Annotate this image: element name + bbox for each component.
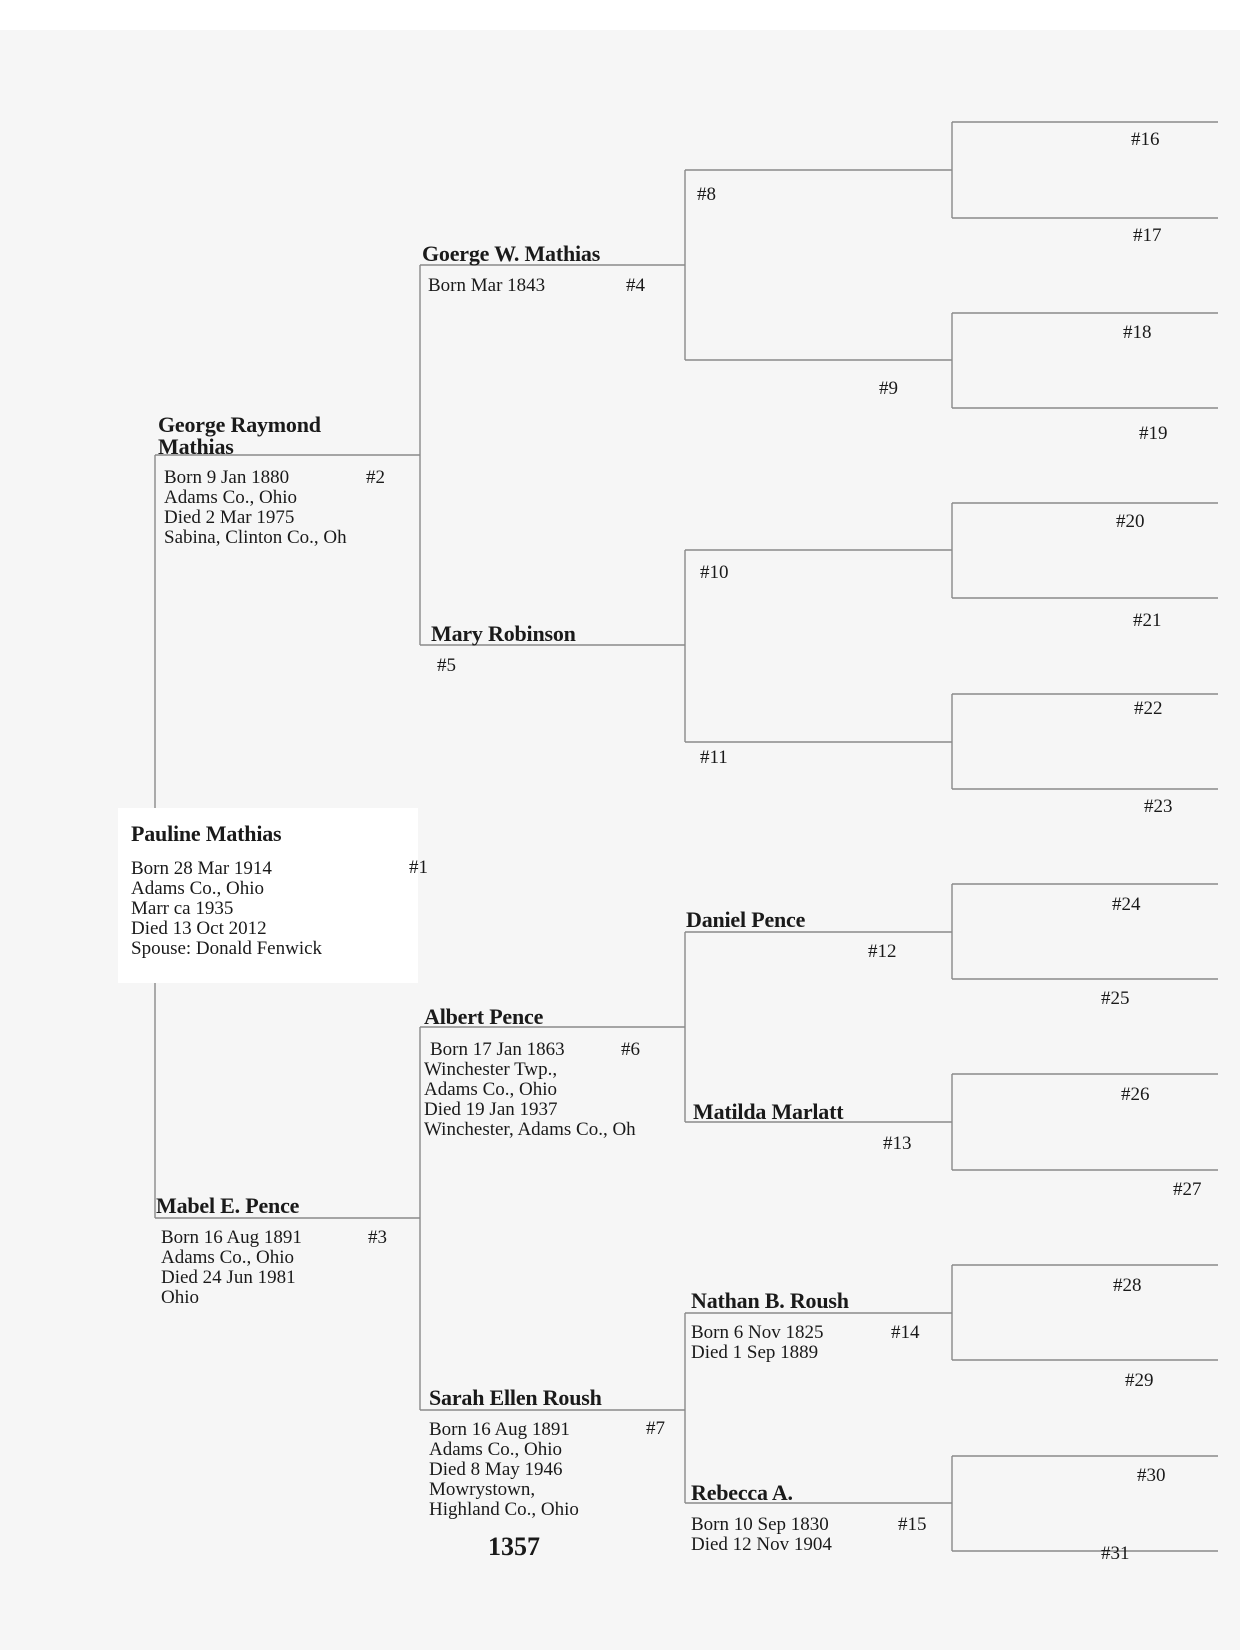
person-6-birthplace-2: Adams Co., Ohio <box>424 1079 557 1100</box>
person-1-spouse: Spouse: Donald Fenwick <box>131 938 323 959</box>
person-6-birth: Born 17 Jan 1863 <box>430 1039 565 1060</box>
person-19-number: #19 <box>1139 423 1168 444</box>
person-31-number: #31 <box>1101 1543 1130 1564</box>
person-1-name: Pauline Mathias <box>131 821 282 846</box>
person-3-birthplace: Adams Co., Ohio <box>161 1247 294 1268</box>
person-7-death: Died 8 May 1946 <box>429 1459 563 1480</box>
person-6-deathplace: Winchester, Adams Co., Oh <box>424 1119 636 1140</box>
person-3-number: #3 <box>368 1227 387 1248</box>
person-14-name: Nathan B. Roush <box>691 1288 849 1313</box>
person-1-details <box>131 859 322 959</box>
person-15-number: #15 <box>898 1514 927 1535</box>
person-1-birth: Born 28 Mar 1914 <box>131 858 272 879</box>
person-4-name: Goerge W. Mathias <box>422 241 601 266</box>
person-14-birth: Born 6 Nov 1825 <box>691 1322 824 1343</box>
person-2-name-line1: George Raymond <box>158 412 321 437</box>
person-14-number: #14 <box>891 1322 920 1343</box>
person-15-death: Died 12 Nov 1904 <box>691 1534 832 1555</box>
person-20-number: #20 <box>1116 511 1145 532</box>
person-7-name: Sarah Ellen Roush <box>429 1385 602 1410</box>
person-26-number: #26 <box>1121 1084 1150 1105</box>
person-10-number: #10 <box>700 562 729 583</box>
person-15-name: Rebecca A. <box>691 1480 793 1505</box>
person-7-deathplace-2: Highland Co., Ohio <box>429 1499 579 1520</box>
person-6-details <box>424 1040 636 1140</box>
person-15-birth: Born 10 Sep 1830 <box>691 1514 829 1535</box>
person-13-name: Matilda Marlatt <box>693 1099 844 1124</box>
person-16-number: #16 <box>1131 129 1160 150</box>
person-5-number: #5 <box>437 655 456 676</box>
person-3-deathplace: Ohio <box>161 1287 199 1308</box>
person-7-number: #7 <box>646 1418 665 1439</box>
person-4-birth: Born Mar 1843 <box>428 275 546 296</box>
person-6-death: Died 19 Jan 1937 <box>424 1099 558 1120</box>
person-8-number: #8 <box>697 184 716 205</box>
person-6-number: #6 <box>621 1039 640 1060</box>
person-1-number: #1 <box>409 857 428 878</box>
person-2-number: #2 <box>366 467 385 488</box>
person-6-name: Albert Pence <box>424 1004 544 1029</box>
person-3-birth: Born 16 Aug 1891 <box>161 1227 302 1248</box>
person-3-death: Died 24 Jun 1981 <box>161 1267 296 1288</box>
person-29-number: #29 <box>1125 1370 1154 1391</box>
person-23-number: #23 <box>1144 796 1173 817</box>
person-14-death: Died 1 Sep 1889 <box>691 1342 819 1363</box>
person-5-name: Mary Robinson <box>431 621 576 646</box>
person-1-birthplace: Adams Co., Ohio <box>131 878 264 899</box>
person-11-number: #11 <box>700 747 728 768</box>
person-2-death: Died 2 Mar 1975 <box>164 507 295 528</box>
page-number: 1357 <box>488 1532 540 1561</box>
person-2-deathplace: Sabina, Clinton Co., Oh <box>164 527 347 548</box>
person-14-details <box>691 1323 823 1363</box>
person-2-birthplace: Adams Co., Ohio <box>164 487 297 508</box>
person-12-number: #12 <box>868 941 897 962</box>
person-18-number: #18 <box>1123 322 1152 343</box>
person-25-number: #25 <box>1101 988 1130 1009</box>
person-15-details <box>691 1515 832 1555</box>
person-4-number: #4 <box>626 275 645 296</box>
person-3-name: Mabel E. Pence <box>156 1193 300 1218</box>
person-2-details <box>164 468 347 548</box>
person-2-birth: Born 9 Jan 1880 <box>164 467 290 488</box>
person-9-number: #9 <box>879 378 898 399</box>
person-2-name <box>158 414 321 458</box>
person-30-number: #30 <box>1137 1465 1166 1486</box>
person-12-name: Daniel Pence <box>686 907 806 932</box>
person-17-number: #17 <box>1133 225 1162 246</box>
person-7-birthplace: Adams Co., Ohio <box>429 1439 562 1460</box>
person-2-name-line2: Mathias <box>158 434 234 459</box>
person-28-number: #28 <box>1113 1275 1142 1296</box>
person-22-number: #22 <box>1134 698 1163 719</box>
person-24-number: #24 <box>1112 894 1141 915</box>
person-27-number: #27 <box>1173 1179 1202 1200</box>
person-1-marriage: Marr ca 1935 <box>131 898 234 919</box>
person-7-details <box>429 1420 579 1520</box>
person-21-number: #21 <box>1133 610 1162 631</box>
person-3-details <box>161 1228 302 1308</box>
person-13-number: #13 <box>883 1133 912 1154</box>
person-1-death: Died 13 Oct 2012 <box>131 918 267 939</box>
person-7-birth: Born 16 Aug 1891 <box>429 1419 570 1440</box>
person-6-birthplace-1: Winchester Twp., <box>424 1059 558 1080</box>
person-7-deathplace-1: Mowrystown, <box>429 1479 536 1500</box>
